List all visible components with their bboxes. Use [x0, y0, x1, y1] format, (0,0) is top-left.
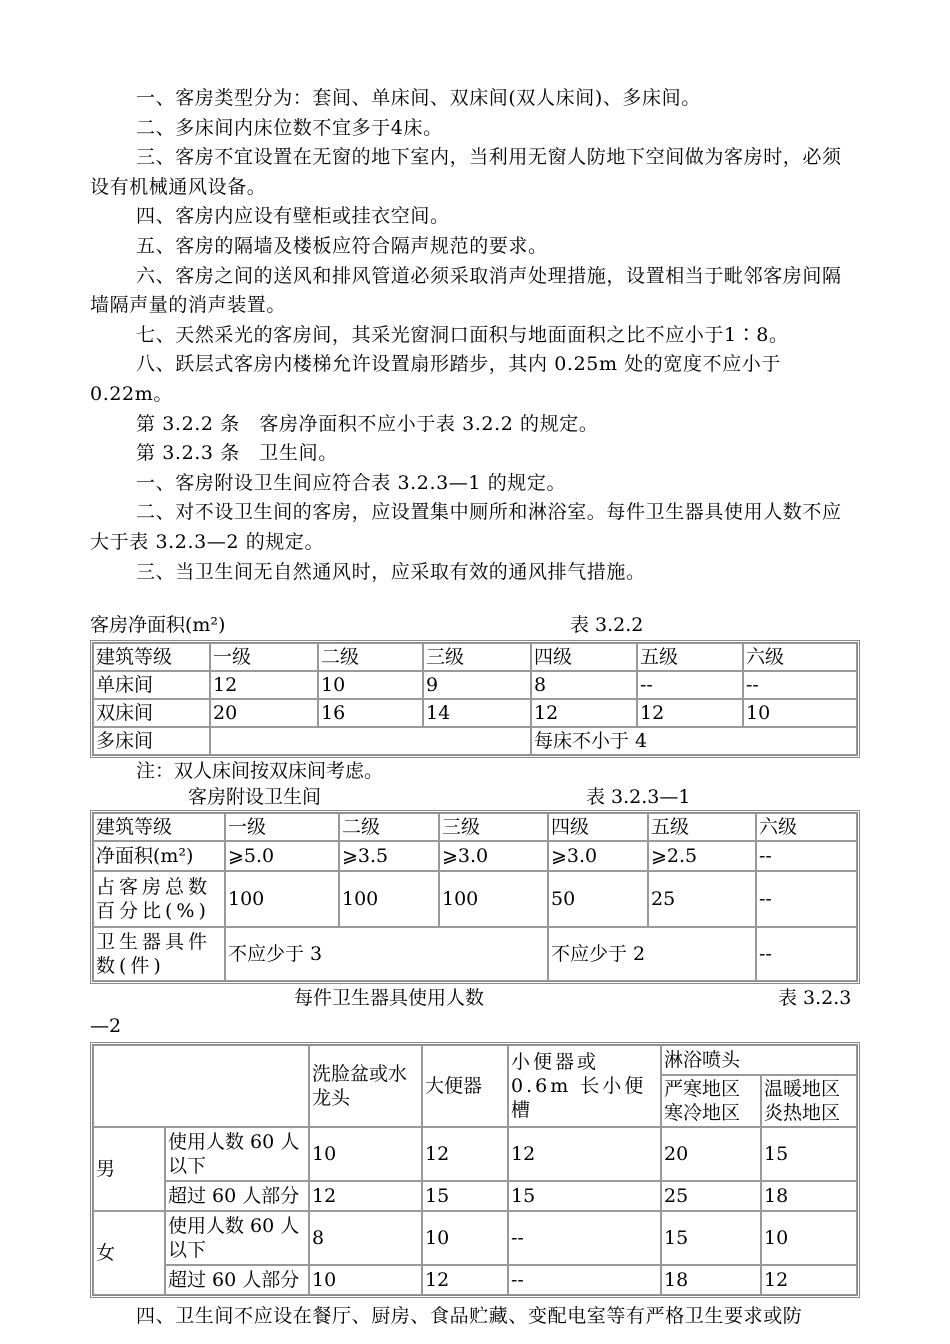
table-cell: 一级	[225, 813, 339, 841]
table-row	[93, 927, 857, 981]
table-row	[93, 671, 857, 699]
paragraph: 五、客房的隔墙及楼板应符合隔声规范的要求。	[136, 234, 548, 257]
table-row	[93, 643, 857, 671]
table-cell: 男	[93, 1127, 165, 1211]
table-cell: 建筑等级	[93, 813, 225, 841]
paragraph: 八、跃层式客房内楼梯允许设置扇形踏步，其内 0.25m 处的宽度不应小于 0.22m。	[90, 353, 782, 405]
table-row	[93, 727, 857, 755]
table-cell: 10	[318, 671, 423, 699]
table-cell: 18	[661, 1265, 761, 1295]
table-number-cont: —2	[90, 1015, 122, 1038]
paragraph: 六、客房之间的送风和排风管道必须采取消声处理措施，设置相当于毗邻客房间隔墙隔声量的消声装置。	[90, 264, 842, 317]
table-cell	[210, 727, 531, 755]
table-cell: 12	[210, 671, 318, 699]
table-cell: 双床间	[93, 699, 210, 727]
table-row	[93, 813, 857, 841]
table-cell: 超过 60 人部分	[165, 1181, 309, 1211]
table-cell: 严寒地区寒冷地区	[661, 1075, 761, 1127]
table-title: 客房附设卫生间	[188, 786, 322, 809]
table-cell: 10	[761, 1211, 857, 1265]
table-cell: --	[756, 871, 857, 927]
table-caption	[90, 611, 860, 640]
table-cell: 10	[422, 1211, 508, 1265]
fixture-usage-table	[90, 1042, 860, 1298]
paragraph: 三、客房不宜设置在无窗的地下室内，当利用无窗人防地下空间做为客房时，必须设有机械通风设备。	[90, 146, 842, 198]
table-cell: 使用人数 60 人以下	[165, 1211, 309, 1265]
table-cell: 三级	[439, 813, 548, 841]
table-cell: --	[756, 841, 857, 871]
table-cell: --	[637, 671, 743, 699]
table-cell: 10	[309, 1265, 422, 1295]
table-cell: 四级	[531, 643, 637, 671]
table-row	[93, 841, 857, 871]
table-cell: 20	[661, 1127, 761, 1181]
table-cell: --	[743, 671, 857, 699]
table-cell: 超过 60 人部分	[165, 1265, 309, 1295]
table-cell: 二级	[318, 643, 423, 671]
table-cell: 25	[661, 1181, 761, 1211]
table-cell: 小便器或 0.6m 长小便槽	[508, 1045, 661, 1127]
table-cell: 二级	[339, 813, 439, 841]
table-cell: 100	[439, 871, 548, 927]
paragraph: 二、多床间内床位数不宜多于4床。	[136, 116, 443, 139]
table-number: 表 3.2.3—1	[586, 786, 691, 809]
table-cell: 15	[661, 1211, 761, 1265]
table-row	[93, 699, 857, 727]
table-cell: 10	[309, 1127, 422, 1181]
table-caption	[90, 784, 860, 810]
table-cell: 20	[210, 699, 318, 727]
table-cell: 一级	[210, 643, 318, 671]
table-caption	[90, 984, 860, 1040]
table-cell: 洗脸盆或水龙头	[309, 1045, 422, 1127]
table-cell: 8	[309, 1211, 422, 1265]
table-cell: ⩾3.5	[339, 841, 439, 871]
paragraph: 一、客房附设卫生间应符合表 3.2.3—1 的规定。	[136, 471, 567, 494]
table-cell: 12	[761, 1265, 857, 1295]
room-area-table	[90, 640, 860, 758]
table-cell: 12	[422, 1127, 508, 1181]
table-cell: 三级	[423, 643, 531, 671]
table-row	[93, 1127, 857, 1181]
table-cell: 9	[423, 671, 531, 699]
table-row	[93, 1181, 857, 1211]
table-cell: 五级	[637, 643, 743, 671]
table-title: 每件卫生器具使用人数	[294, 987, 485, 1010]
table-number: 表 3.2.2	[570, 614, 644, 637]
table-cell: 8	[531, 671, 637, 699]
table-cell: --	[756, 927, 857, 981]
table-cell: ⩾2.5	[648, 841, 756, 871]
table-cell: 使用人数 60 人以下	[165, 1127, 309, 1181]
table-row	[93, 1045, 857, 1075]
table-cell: 18	[761, 1181, 857, 1211]
table-row	[93, 871, 857, 927]
table-cell: 14	[423, 699, 531, 727]
table-cell: 12	[508, 1127, 661, 1181]
table-cell: 12	[309, 1181, 422, 1211]
table-cell: 每床不小于 4	[531, 727, 857, 755]
paragraph: 四、卫生间不应设在餐厅、厨房、食品贮藏、变配电室等有严格卫生要求或防	[136, 1305, 803, 1328]
table-cell: 16	[318, 699, 423, 727]
paragraph: 四、客房内应设有壁柜或挂衣空间。	[136, 205, 450, 228]
table-number: 表 3.2.3	[778, 987, 852, 1010]
table-cell: 女	[93, 1211, 165, 1295]
table-cell: ⩾3.0	[548, 841, 648, 871]
table-cell: 100	[225, 871, 339, 927]
table-cell: 15	[761, 1127, 857, 1181]
table-cell: 净面积(m²)	[93, 841, 225, 871]
table-cell: 五级	[648, 813, 756, 841]
table-cell: 12	[637, 699, 743, 727]
table-cell: 15	[508, 1181, 661, 1211]
table-cell: 50	[548, 871, 648, 927]
table-cell: 12	[422, 1265, 508, 1295]
table-cell: 单床间	[93, 671, 210, 699]
table-cell: 建筑等级	[93, 643, 210, 671]
table-cell: 不应少于 3	[225, 927, 548, 981]
table-cell: 100	[339, 871, 439, 927]
paragraph: 七、天然采光的客房间，其采光窗洞口面积与地面面积之比不应小于1∶8。	[136, 323, 789, 346]
table-cell: ⩾5.0	[225, 841, 339, 871]
table-cell: 六级	[743, 643, 857, 671]
table-cell: 卫生器具件数(件)	[93, 927, 225, 981]
paragraph: 第 3.2.2 条 客房净面积不应小于表 3.2.2 的规定。	[136, 412, 599, 435]
table-cell: 淋浴喷头	[661, 1045, 857, 1075]
document-page	[90, 84, 860, 1332]
bathroom-table	[90, 810, 860, 984]
table-cell: 四级	[548, 813, 648, 841]
table-cell	[93, 1045, 309, 1127]
table-cell: 多床间	[93, 727, 210, 755]
paragraph: 一、客房类型分为：套间、单床间、双床间(双人床间)、多床间。	[136, 87, 701, 109]
table-title: 客房净面积(m²)	[90, 614, 226, 637]
paragraph: 第 3.2.3 条 卫生间。	[136, 442, 338, 465]
table-cell: 不应少于 2	[548, 927, 756, 981]
table-cell: 10	[743, 699, 857, 727]
table-row	[93, 1211, 857, 1265]
table-cell: 温暖地区炎热地区	[761, 1075, 857, 1127]
table-cell: 大便器	[422, 1045, 508, 1127]
table-cell: 15	[422, 1181, 508, 1211]
table-cell: --	[508, 1211, 661, 1265]
table-cell: 占客房总数百分比(%)	[93, 871, 225, 927]
table-note: 注：双人床间按双床间考虑。	[136, 760, 384, 783]
table-row	[93, 1265, 857, 1295]
paragraph: 三、当卫生间无自然通风时，应采取有效的通风排气措施。	[136, 560, 646, 583]
table-cell: --	[508, 1265, 661, 1295]
table-cell: ⩾3.0	[439, 841, 548, 871]
table-cell: 六级	[756, 813, 857, 841]
table-cell: 12	[531, 699, 637, 727]
table-cell: 25	[648, 871, 756, 927]
paragraph: 二、对不设卫生间的客房，应设置集中厕所和淋浴室。每件卫生器具使用人数不应大于表 3.2.3—2 的规定。	[90, 501, 842, 553]
paragraph-list	[90, 84, 860, 587]
